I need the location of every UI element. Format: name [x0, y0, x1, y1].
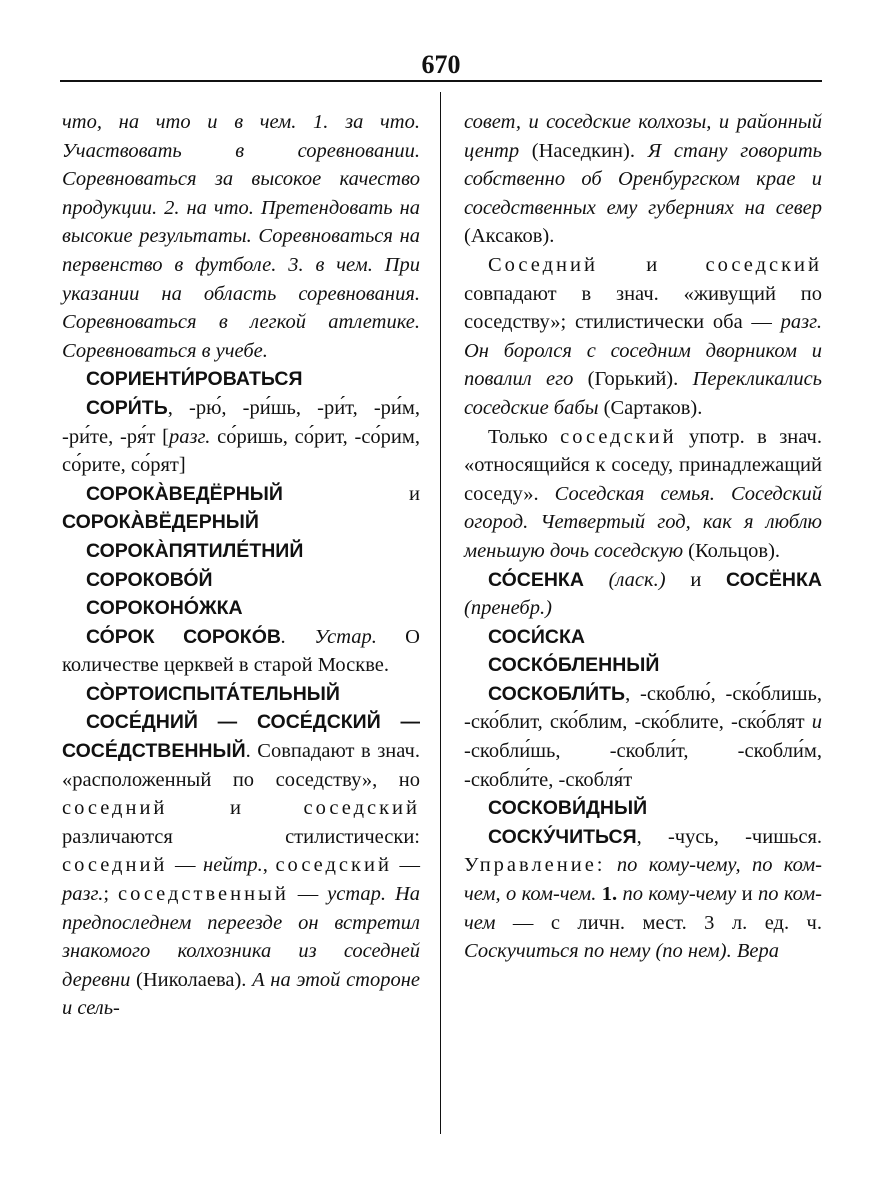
- forms: , -скоблю́, -ско́блишь, -ско́блит, ско́блим, -ско́блите, -ско́блят: [464, 682, 822, 734]
- label-razg: разг.: [780, 311, 822, 334]
- forms: , -рю́, -ри́шь, -ри́т, -ри́м, -ри́те, -ря́т [: [62, 396, 420, 448]
- headword: СОРОКА̀ВЕДЁРНЫЙ: [86, 482, 283, 505]
- source: (Аксаков).: [464, 225, 555, 248]
- text: — с личн. мест. 3 л. ед. ч.: [495, 911, 822, 934]
- headword: СОСКУ́ЧИТЬСЯ: [488, 825, 637, 848]
- headword: СОСКОВИ́ДНЫЙ: [488, 797, 648, 820]
- example: На предпоследнем переезде он встретил знакомого колхозника из соседней деревни: [62, 883, 421, 991]
- text: и: [167, 797, 304, 820]
- source: (Николаева).: [130, 968, 253, 991]
- entry-sosiska: [464, 623, 822, 652]
- spaced-word: соседственный: [117, 883, 289, 906]
- column-divider: [440, 92, 441, 1134]
- entry-sorok-sorokov: [62, 623, 420, 680]
- government: по ком-чем: [464, 883, 823, 934]
- entry-sorokovoy: [62, 566, 420, 595]
- entry-soskovidny: [464, 794, 822, 823]
- headword: СОРОКОВО́Й: [86, 568, 213, 591]
- conjunction: и: [665, 568, 727, 591]
- text: ,: [262, 854, 276, 877]
- paragraph: [464, 251, 822, 423]
- example: Я стану говорить собственно об Оренбургском крае и соседственных ему губерниях на север: [464, 139, 822, 219]
- example: Соскучиться по нему (по нем). Вера: [464, 940, 779, 963]
- entry-sorit: [62, 394, 420, 480]
- entry-continuation: [62, 108, 420, 365]
- label-ustar: устар.: [327, 883, 387, 906]
- text: Только: [488, 425, 561, 448]
- headword: СО́РОК СОРОКО́В: [86, 625, 281, 648]
- headword: СО́СЕНКА: [488, 568, 584, 591]
- header-rule: [60, 80, 822, 82]
- headword: СО̀РТОИСПЫТА́ТЕЛЬНЫЙ: [86, 682, 340, 705]
- example: Перекликались соседские бабы: [464, 368, 822, 419]
- text: —: [288, 883, 328, 906]
- spaced-word: соседний: [62, 797, 168, 820]
- definition: О количестве церквей в старой Москве.: [62, 625, 420, 677]
- spaced-word: Соседний: [488, 253, 598, 276]
- text: употр. в знач. «относящийся к соседу, принадлежащий соседу».: [464, 425, 822, 505]
- entry-soskoblit: [464, 680, 822, 794]
- text: совпадают в знач. «живущий по соседству»; стилистически оба —: [464, 282, 822, 334]
- forms: со́ришь, со́рит, -со́рим, со́рите, со́рят]: [62, 425, 420, 477]
- text: ;: [103, 883, 118, 906]
- conjunction: и: [811, 711, 822, 734]
- definition: . Совпадают в знач. «расположенный по соседству», но: [62, 740, 420, 791]
- entry-soskoblenny: [464, 651, 822, 680]
- source: (Кольцов).: [683, 539, 781, 562]
- entry-soskuchitsya: [464, 823, 822, 966]
- government: по кому-чему, по ком-чем, о ком-чем.: [464, 854, 822, 906]
- headword: СОСКОБЛИ́ТЬ: [488, 682, 626, 705]
- entry-sosedniy: [62, 708, 420, 1023]
- entry-continuation: [464, 108, 822, 251]
- headword: СОСКО́БЛЕННЫЙ: [488, 654, 660, 677]
- source: (Сартаков).: [598, 396, 703, 419]
- text: и: [597, 253, 706, 276]
- label-lask: (ласк.): [583, 568, 666, 591]
- spaced-word: соседский: [275, 854, 392, 877]
- source: (Горький).: [573, 368, 693, 391]
- headword: СОРОКА̀ПЯТИЛЕ́ТНИЙ: [86, 539, 304, 562]
- sense-number: 1.: [596, 883, 623, 906]
- spaced-word: соседский: [303, 797, 420, 820]
- text: —: [167, 854, 204, 877]
- headword: СОРИ́ТЬ: [86, 396, 168, 419]
- forms: -скобли́шь, -скобли́т, -скобли́м, -скобли́те, -скобля́т: [464, 740, 822, 791]
- text: и: [736, 883, 758, 906]
- headword: СОСИ́СКА: [488, 625, 585, 648]
- entry-sorokonozhka: [62, 594, 420, 623]
- page-number: 670: [421, 50, 461, 79]
- label-razg: разг.: [62, 883, 104, 906]
- example: совет, и соседские колхозы, и районный центр: [464, 111, 822, 162]
- spaced-word: соседский: [705, 253, 822, 276]
- headword: СОСЁНКА: [726, 568, 822, 591]
- label-ustar: . Устар.: [280, 625, 377, 648]
- example: Соседская семья. Соседский огород. Четвертый год, как я люблю меньшую дочь соседскую: [464, 482, 822, 562]
- entry-sortoispytatelny: [62, 680, 420, 709]
- spaced-word: соседский: [560, 425, 677, 448]
- entry-sosenka: [464, 566, 822, 623]
- entry-orientirovatsya: [62, 365, 420, 394]
- conjunction: и: [282, 482, 420, 505]
- entry-sorokapyatiletny: [62, 537, 420, 566]
- headword: СОРИЕНТИ́РОВАТЬСЯ: [86, 368, 303, 391]
- headword: СОРОКА̀ВЁДЕРНЫЙ: [62, 511, 259, 534]
- example: Он боролся с соседним дворником и повалил его: [464, 339, 822, 391]
- forms: , -чусь, -чишься.: [636, 825, 822, 848]
- headword: СОСЕ́ДНИЙ — СОСЕ́ДСКИЙ — СОСЕ́ДСТВЕННЫЙ: [62, 711, 420, 763]
- example: А на этой стороне и сель-: [62, 968, 420, 1020]
- label-preneb: (пренебр.): [464, 597, 552, 620]
- spaced-word: соседний: [62, 854, 168, 877]
- source: (Наседкин).: [519, 139, 648, 162]
- entry-text: что, на что и в чем. 1. за что. Участвовать в соревновании. Соревноваться за высокое качество продукции. 2. на что. Претендовать на высокие результаты. Соревноваться на первенство в футболе. 3. в чем. При указании на область соревнования. Соревноваться в легкой атлетике. Соревноваться в учебе.: [62, 111, 420, 362]
- right-column: [464, 108, 822, 966]
- entry-sorokavederny: [62, 480, 420, 537]
- text: [606, 854, 617, 876]
- label-neytr: нейтр.: [203, 854, 263, 877]
- spaced-word: Управление:: [464, 854, 606, 877]
- text: различаются стилистически:: [62, 825, 420, 848]
- text: —: [391, 854, 420, 877]
- paragraph: [464, 423, 822, 566]
- government: по кому-чему: [622, 883, 737, 906]
- label-razg: разг.: [169, 425, 211, 448]
- headword: СОРОКОНО́ЖКА: [86, 597, 243, 620]
- left-column: [62, 108, 420, 1023]
